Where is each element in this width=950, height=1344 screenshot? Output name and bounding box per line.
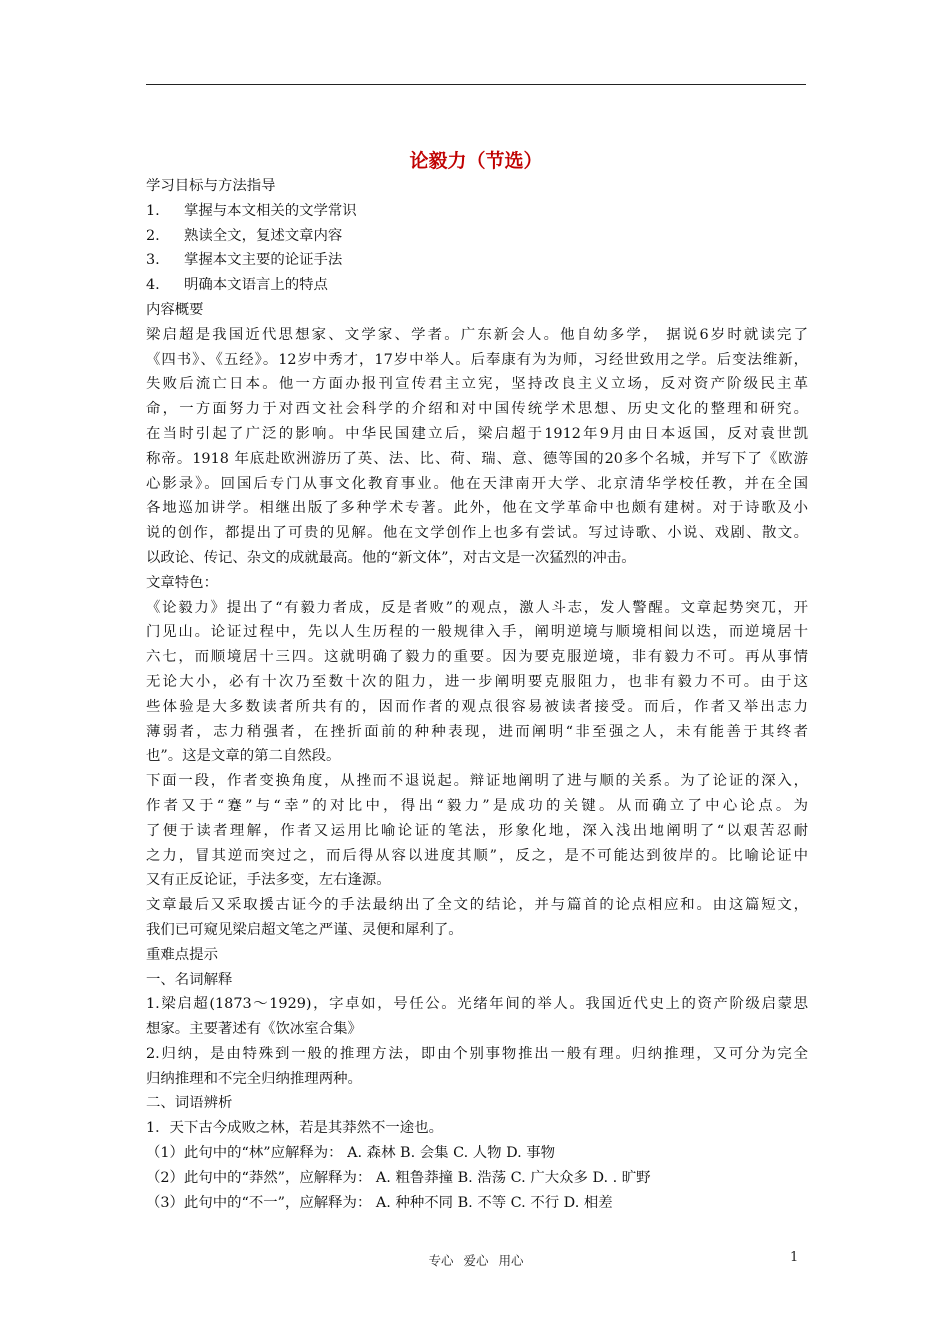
- text-line: 称帝。1918 年底赴欧洲游历了英、法、比、荷、瑞、意、德等国的20多个名城，并写下了《欧游: [146, 450, 808, 467]
- difficulty-heading: 重难点提示: [146, 946, 218, 963]
- goal-item: 2. 熟读全文，复述文章内容: [146, 227, 343, 244]
- text-line: 命，一方面努力于对西文社会科学的介绍和对中国传统学术思想、历史文化的整理和研究。: [146, 401, 808, 418]
- text-line: 2.归纳，是由特殊到一般的推理方法，即由个别事物推出一般有理。归纳推理，又可分为完全: [146, 1045, 808, 1062]
- features-paragraphs: [146, 596, 808, 943]
- summary-paragraph: [146, 323, 808, 571]
- text-line: 《论毅力》提出了“有毅力者成，反是者败”的观点，激人斗志，发人警醒。文章起势突兀，开: [146, 599, 808, 616]
- text-line: 《四书》、《五经》。12岁中秀才，17岁中举人。后奉康有为为师，习经世致用之学。后变法维新，: [146, 351, 808, 368]
- goals-heading: 学习目标与方法指导: [146, 178, 276, 194]
- text-line: 1.梁启超(1873～1929)，字卓如，号任公。光绪年间的举人。我国近代史上的资产阶级启蒙思: [146, 996, 808, 1013]
- text-line: 作者又于“蹇”与“幸”的对比中，得出“毅力”是成功的关键。从而确立了中心论点。为: [146, 797, 808, 814]
- document-body: [146, 174, 808, 1215]
- question-line: 1．天下古今成败之林，若是其莽然不一途也。: [146, 1120, 443, 1137]
- text-line: 也”。这是文章的第二自然段。: [146, 748, 341, 765]
- text-line: 薄弱者，志力稍强者，在挫折面前的种种表现，进而阐明“非至强之人，未有能善于其终者: [146, 723, 808, 740]
- text-line: 门见山。论证过程中，先以人生历程的一般规律入手，阐明逆境与顺境相间以迭，而逆境居十: [146, 624, 808, 641]
- text-line: 文章最后又采取援古证今的手法最纳出了全文的结论，并与篇首的论点相应和。由这篇短文，: [146, 897, 808, 914]
- header-rule: [146, 84, 806, 85]
- terms-list: [146, 992, 808, 1091]
- text-line: 各地巡加讲学。相继出版了多种学术专著。此外，他在文学革命中也颇有建树。对于诗歌及小: [146, 500, 808, 517]
- text-line: 之力，冒其逆而突过之，而后得从容以进度其顺”，反之，是不可能达到彼岸的。比喻论证中: [146, 847, 808, 864]
- goal-item: 4. 明确本文语言上的特点: [146, 277, 328, 294]
- text-line: 归纳推理和不完全归纳推理两种。: [146, 1070, 362, 1087]
- goals-list: [146, 199, 808, 298]
- text-line: 在当时引起了广泛的影响。中华民国建立后，梁启超于1912年9月由日本返国，反对袁世凯: [146, 425, 808, 442]
- words-questions: [146, 1116, 808, 1215]
- text-line: 梁启超是我国近代思想家、文学家、学者。广东新会人。他自幼多学， 据说6岁时就读完了: [146, 326, 808, 343]
- page-number: 1: [790, 1250, 799, 1265]
- text-line: 无论大小，必有十次乃至数十次的阻力，进一步阐明要克服阻力，也非有毅力不可。由于这: [146, 673, 808, 690]
- text-line: 说的创作，都提出了可贵的见解。他在文学创作上也多有尝试。写过诗歌、小说、戏剧、散文。: [146, 525, 808, 542]
- text-line: 失败后流亡日本。他一方面办报刊宣传君主立宪，坚持改良主义立场，反对资产阶级民主革: [146, 376, 808, 393]
- features-heading: 文章特色：: [146, 574, 218, 591]
- text-line: 下面一段，作者变换角度，从挫而不退说起。辩证地阐明了进与顺的关系。为了论证的深入，: [146, 773, 808, 790]
- text-line: 心影录》。回国后专门从事文化教育事业。他在天津南开大学、北京清华学校任教，并在全国: [146, 475, 808, 492]
- text-line: 又有正反论证，手法多变，左右逢源。: [146, 872, 391, 889]
- text-line: 想家。主要著述有《饮冰室合集》: [146, 1021, 362, 1038]
- terms-heading: 一、名词解释: [146, 971, 233, 988]
- text-line: 我们已可窥见梁启超文笔之严谨、灵便和犀利了。: [146, 921, 463, 938]
- words-heading: 二、词语辨析: [146, 1095, 233, 1112]
- question-line: （1）此句中的“林”应解释为： A. 森林 B. 会集 C. 人物 D. 事物: [146, 1145, 556, 1162]
- goal-item: 3. 掌握本文主要的论证手法: [146, 252, 343, 269]
- page-footer: 专心 爱心 用心: [428, 1253, 524, 1268]
- text-line: 六七，而顺境居十三四。这就明确了毅力的重要。因为要克服逆境，非有毅力不可。再从事情: [146, 649, 808, 666]
- question-line: （2）此句中的“莽然”，应解释为： A. 粗鲁莽撞 B. 浩荡 C. 广大众多 D. . 旷野: [146, 1169, 651, 1186]
- question-line: （3）此句中的“不一”，应解释为： A. 种种不同 B. 不等 C. 不行 D. 相差: [146, 1194, 613, 1211]
- summary-heading: 内容概要: [146, 301, 204, 318]
- document-title: 论毅力（节选）: [409, 150, 543, 172]
- text-line: 以政论、传记、杂文的成就最高。他的“新文体”，对古文是一次猛烈的冲击。: [146, 549, 636, 566]
- text-line: 了便于读者理解，作者又运用比喻论证的笔法，形象化地，深入浅出地阐明了“以艰苦忍耐: [146, 822, 808, 839]
- text-line: 些体验是大多数读者所共有的，因而作者的观点很容易被读者接受。而后，作者又举出志力: [146, 698, 808, 715]
- goal-item: 1. 掌握与本文相关的文学常识: [146, 202, 357, 219]
